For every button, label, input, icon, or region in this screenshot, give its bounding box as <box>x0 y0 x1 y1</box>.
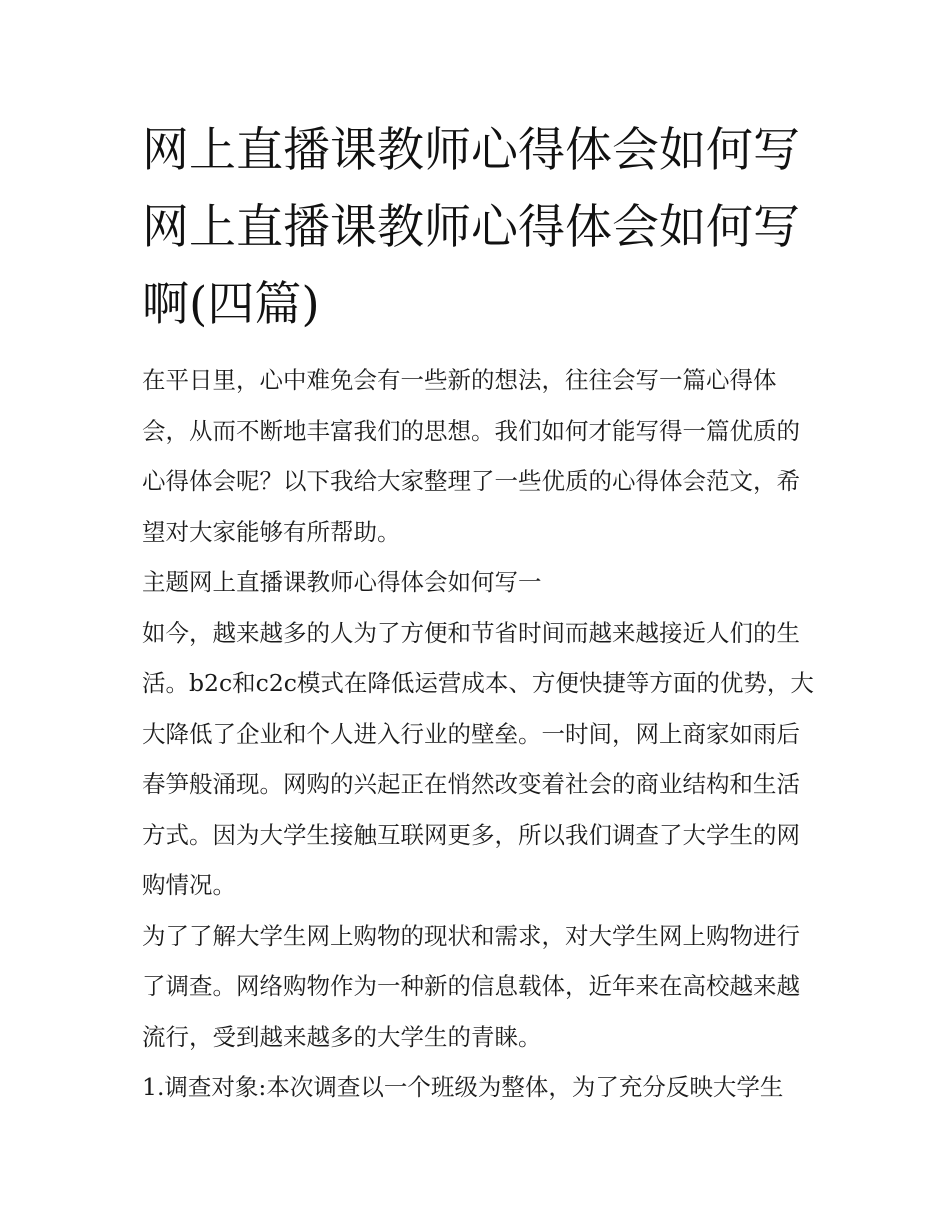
intro-paragraph: 在平日里，心中难免会有一些新的想法，往往会写一篇心得体会，从而不断地丰富我们的思想。我们如何才能写得一篇优质的心得体会呢？以下我给大家整理了一些优质的心得体会范文，希望对大家能够有所帮助。 <box>142 366 800 546</box>
document-body <box>142 112 814 1113</box>
survey-item: 1.调查对象:本次调查以一个班级为整体，为了充分反映大学生 <box>142 1073 784 1101</box>
section-heading: 主题网上直播课教师心得体会如何写一 <box>142 568 542 596</box>
body-paragraph: 如今，越来越多的人为了方便和节省时间而越来越接近人们的生活。b2c和c2c模式在降低运营成本、方便快捷等方面的优势，大大降低了企业和个人进入行业的壁垒。一时间，网上商家如雨后春笋般涌现。网购的兴起正在悄然改变着社会的商业结构和生活方式。因为大学生接触互联网更多，所以我们调查了大学生的网购情况。 <box>142 618 814 899</box>
body-paragraph: 为了了解大学生网上购物的现状和需求，对大学生网上购物进行了调查。网络购物作为一种新的信息载体，近年来在高校越来越流行，受到越来越多的大学生的青睐。 <box>142 921 800 1051</box>
document-title: 网上直播课教师心得体会如何写 网上直播课教师心得体会如何写啊(四篇) <box>142 123 800 332</box>
